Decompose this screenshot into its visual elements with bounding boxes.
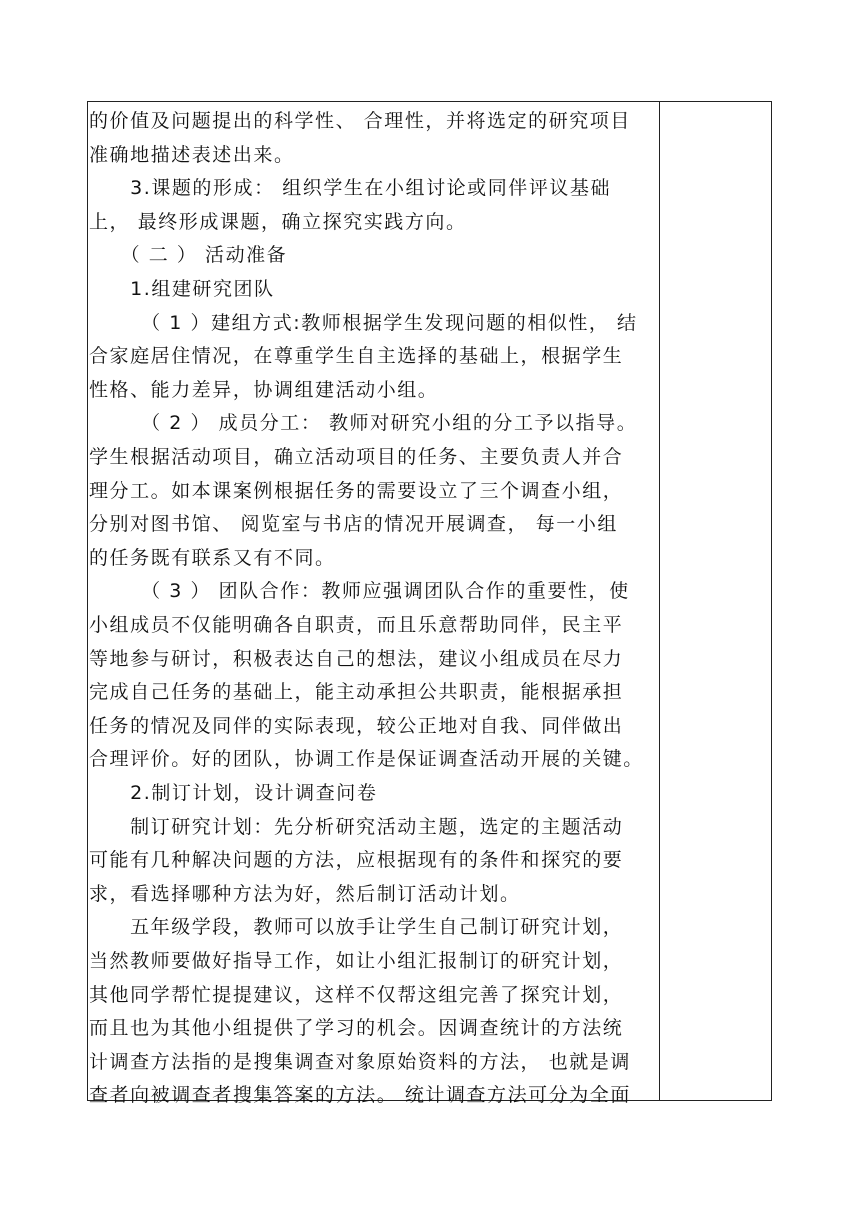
empty-right-cell [660,102,772,1100]
text-line: 任务的情况及同伴的实际表现，较公正地对自我、同伴做出 [89,714,624,737]
content-table [87,101,772,1107]
text-line: 合理评价。好的团队，协调工作是保证调查活动开展的关键。 [89,748,644,771]
text-line: 3.课题的形成： 组织学生在小组讨论或同伴评议基础 [89,177,612,200]
text-line: 查者向被调查者搜集答案的方法。 统计调查方法可分为全面 [89,1084,631,1107]
text-line: 其他同学帮忙提提建议，这样不仅帮这组完善了探究计划， [89,983,624,1006]
text-line: （ 2 ） 成员分工： 教师对研究小组的分工予以指导。 [89,412,638,435]
text-line: （ 二 ） 活动准备 [89,244,288,267]
text-line: 等地参与研讨，积极表达自己的想法，建议小组成员在尽力 [89,647,624,670]
text-line: 完成自己任务的基础上，能主动承担公共职责，能根据承担 [89,681,624,704]
text-line: 求，看选择哪种方法为好，然后制订活动计划。 [89,882,521,905]
text-line: 可能有几种解决问题的方法，应根据现有的条件和探究的要 [89,849,624,872]
text-line: 准确地描述表述出来。 [89,143,295,166]
text-line: 上， 最终形成课题，确立探究实践方向。 [89,210,467,233]
text-line: 制订研究计划：先分析研究活动主题，选定的主题活动 [89,815,624,838]
text-line: 的价值及问题提出的科学性、 合理性，并将选定的研究项目 [89,110,631,132]
text-line: 五年级学段，教师可以放手让学生自己制订研究计划， [89,916,624,939]
text-line: 学生根据活动项目，确立活动项目的任务、主要负责人并合 [89,446,624,468]
text-line: 1.组建研究团队 [89,278,275,300]
text-line: 理分工。如本课案例根据任务的需要设立了三个调查小组， [89,479,624,502]
text-line: 合家庭居住情况，在尊重学生自主选择的基础上，根据学生 [89,345,624,368]
text-line: （ 1 ）建组方式:教师根据学生发现问题的相似性， 结 [89,311,638,334]
text-line: 计调查方法指的是搜集调查对象原始资料的方法， 也就是调 [89,1050,631,1073]
text-line: 性格、能力差异，协调组建活动小组。 [89,378,439,401]
text-line: 2.制订计划，设计调查问卷 [89,782,378,804]
text-line: 的任务既有联系又有不同。 [89,546,336,569]
text-line: 当然教师要做好指导工作，如让小组汇报制订的研究计划， [89,950,624,972]
text-line: 而且也为其他小组提供了学习的机会。因调查统计的方法统 [89,1017,624,1040]
text-line: （ 3 ） 团队合作：教师应强调团队合作的重要性，使 [89,580,630,603]
text-line: 分别对图书馆、 阅览室与书店的情况开展调查， 每一小组 [89,513,618,536]
text-cell [89,106,659,1107]
text-line: 小组成员不仅能明确各自职责，而且乐意帮助同伴，民主平 [89,614,624,636]
